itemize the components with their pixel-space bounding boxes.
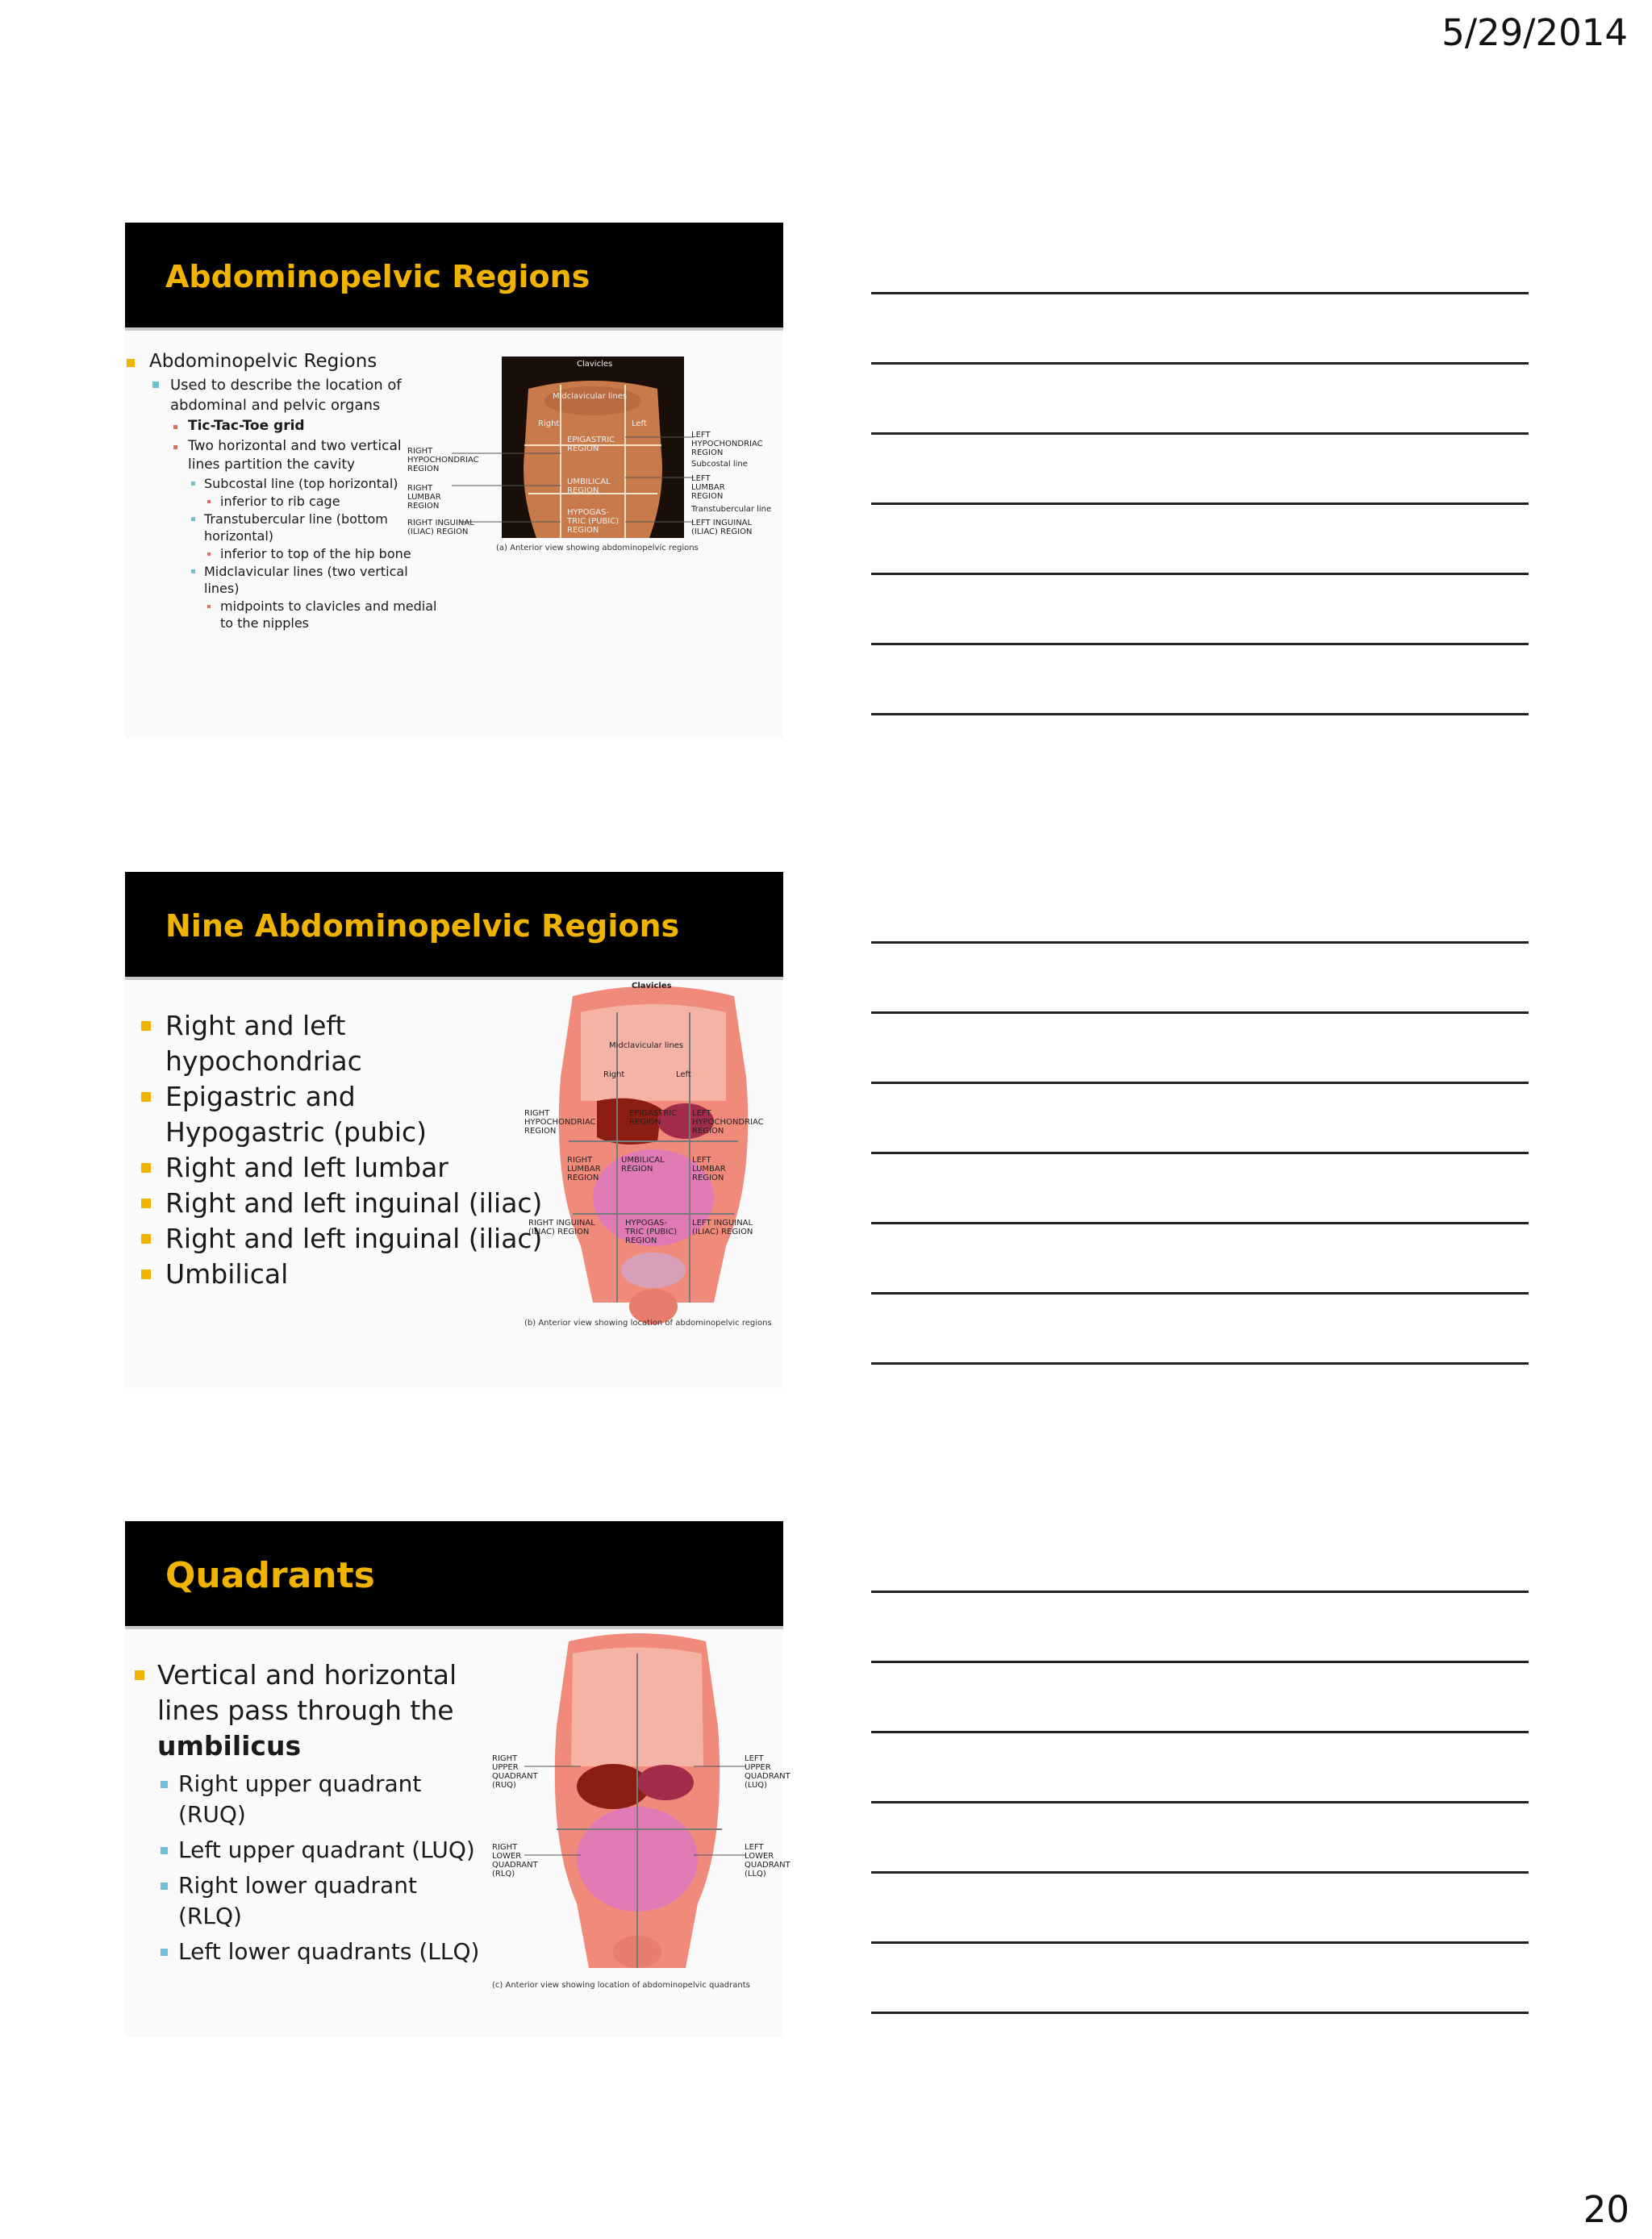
list-item: Tic-Tac-Toe grid [188, 417, 430, 436]
right-hypochondriac-label: RIGHT HYPOCHONDRIAC REGION [524, 1109, 596, 1136]
note-line [871, 1801, 1529, 1803]
note-line [871, 1731, 1529, 1733]
slide-title: Quadrants [165, 1555, 375, 1596]
ruq-label: RIGHT UPPER QUADRANT (RUQ) [492, 1754, 538, 1790]
list-item: Right upper quadrant (RUQ) [178, 1769, 444, 1830]
page-date: 5/29/2014 [1441, 11, 1628, 54]
figure-caption: (a) Anterior view showing abdominopelvic regions [496, 544, 699, 552]
note-line [871, 1591, 1529, 1593]
slide-thumbnail-2 [125, 872, 783, 1388]
umbilical-label: UMBILICAL REGION [567, 477, 611, 495]
list-item: Midclavicular lines (two vertical lines) [204, 563, 422, 597]
slide-body [125, 331, 783, 739]
note-line [871, 1941, 1529, 1944]
left-label: Left [632, 419, 647, 428]
list-item: Right and left inguinal (iliac) [165, 1221, 544, 1257]
slide-body [125, 980, 783, 1388]
note-line [871, 1082, 1529, 1084]
left-hypochondriac-label: LEFT HYPOCHONDRIAC REGION [692, 1109, 764, 1136]
list-item [157, 1657, 480, 1764]
list-item: Right and left hypochondriac [165, 1008, 544, 1079]
figure-caption: (b) Anterior view showing location of abdominopelvic regions [524, 1319, 772, 1328]
list-item: Two horizontal and two vertical lines partition the cavity [188, 437, 430, 474]
torso-quadrants-illustration [492, 1629, 782, 2033]
right-inguinal-label: RIGHT INGUINAL (ILIAC) REGION [407, 519, 474, 536]
note-line [871, 1871, 1529, 1874]
slide-body [125, 1629, 791, 2037]
slide-title: Abdominopelvic Regions [165, 259, 590, 294]
epigastric-label: EPIGASTRIC REGION [629, 1109, 678, 1127]
right-inguinal-label: RIGHT INGUINAL (ILIAC) REGION [528, 1219, 595, 1236]
list-item: Umbilical [165, 1257, 544, 1292]
note-line [871, 573, 1529, 575]
epigastric-label: EPIGASTRIC REGION [567, 436, 615, 453]
list-item: Epigastric and Hypogastric (pubic) [165, 1079, 504, 1150]
transtubercular-line-label: Transtubercular line [691, 505, 772, 514]
slide-title: Nine Abdominopelvic Regions [165, 908, 680, 944]
bullet-list [157, 1657, 480, 1967]
llq-label: LEFT LOWER QUADRANT (LLQ) [745, 1843, 791, 1878]
left-label: Left [676, 1070, 691, 1079]
list-item: Subcostal line (top horizontal) [204, 475, 422, 492]
slide-thumbnail-3 [125, 1521, 791, 2037]
list-item: inferior to rib cage [220, 493, 438, 510]
list-item: Left lower quadrants (LLQ) [178, 1937, 480, 1967]
quadrants-figure [492, 1629, 791, 2033]
left-hypochondriac-label: LEFT HYPOCHONDRIAC REGION [691, 431, 763, 457]
list-item: Right and left inguinal (iliac) [165, 1186, 544, 1221]
figure-caption: (c) Anterior view showing location of abdominopelvic quadrants [492, 1981, 750, 1990]
left-lumbar-label: LEFT LUMBAR REGION [692, 1156, 726, 1182]
luq-label: LEFT UPPER QUADRANT (LUQ) [745, 1754, 791, 1790]
note-line [871, 292, 1529, 294]
clavicles-label: Clavicles [577, 360, 613, 369]
left-inguinal-label: LEFT INGUINAL (ILIAC) REGION [692, 1219, 753, 1236]
left-inguinal-label: LEFT INGUINAL (ILIAC) REGION [691, 519, 753, 536]
note-line [871, 643, 1529, 645]
left-lumbar-label: LEFT LUMBAR REGION [691, 474, 725, 501]
slide-header [125, 223, 783, 331]
list-item: Left upper quadrant (LUQ) [178, 1835, 480, 1866]
note-line [871, 1152, 1529, 1154]
umbilical-label: UMBILICAL REGION [621, 1156, 665, 1174]
list-item-bold-text: umbilicus [157, 1730, 302, 1762]
midclavicular-label: Midclavicular lines [609, 1041, 684, 1050]
abdominal-regions-figure [407, 356, 778, 558]
note-line [871, 2012, 1529, 2014]
list-item: Used to describe the location of abdominal and pelvic organs [170, 375, 428, 415]
midclavicular-label: Midclavicular lines [553, 392, 628, 401]
list-item: Transtubercular line (bottom horizontal) [204, 511, 422, 544]
list-item: Right and left lumbar [165, 1150, 544, 1186]
right-lumbar-label: RIGHT LUMBAR REGION [407, 484, 441, 511]
right-lumbar-label: RIGHT LUMBAR REGION [567, 1156, 601, 1182]
note-line [871, 432, 1529, 435]
note-line [871, 362, 1529, 365]
slide-thumbnail-1 [125, 223, 783, 739]
list-item-text: Vertical and horizontal lines pass through the [157, 1659, 457, 1726]
bullet-list [165, 1008, 544, 1292]
list-item: Abdominopelvic Regions [149, 351, 569, 372]
list-item: Right lower quadrant (RLQ) [178, 1870, 444, 1932]
list-item: inferior to top of the hip bone [220, 545, 438, 562]
nine-regions-figure [524, 980, 782, 1383]
slide-header [125, 872, 783, 980]
right-label: Right [538, 419, 560, 428]
subcostal-line-label: Subcostal line [691, 460, 748, 469]
list-item: midpoints to clavicles and medial to the nipples [220, 598, 437, 631]
note-line [871, 713, 1529, 715]
clavicles-label: Clavicles [632, 982, 672, 990]
note-line [871, 502, 1529, 505]
note-line [871, 941, 1529, 944]
hypogastric-label: HYPOGAS- TRIC (PUBIC) REGION [625, 1219, 678, 1245]
note-line [871, 1362, 1529, 1365]
page-number: 20 [1583, 2188, 1629, 2231]
note-line [871, 1661, 1529, 1663]
note-line [871, 1222, 1529, 1224]
slide-header [125, 1521, 783, 1629]
note-line [871, 1292, 1529, 1295]
right-hypochondriac-label: RIGHT HYPOCHONDRIAC REGION [407, 447, 479, 473]
hypogastric-label: HYPOGAS- TRIC (PUBIC) REGION [567, 508, 620, 535]
rlq-label: RIGHT LOWER QUADRANT (RLQ) [492, 1843, 538, 1878]
note-line [871, 1011, 1529, 1014]
right-label: Right [603, 1070, 625, 1079]
